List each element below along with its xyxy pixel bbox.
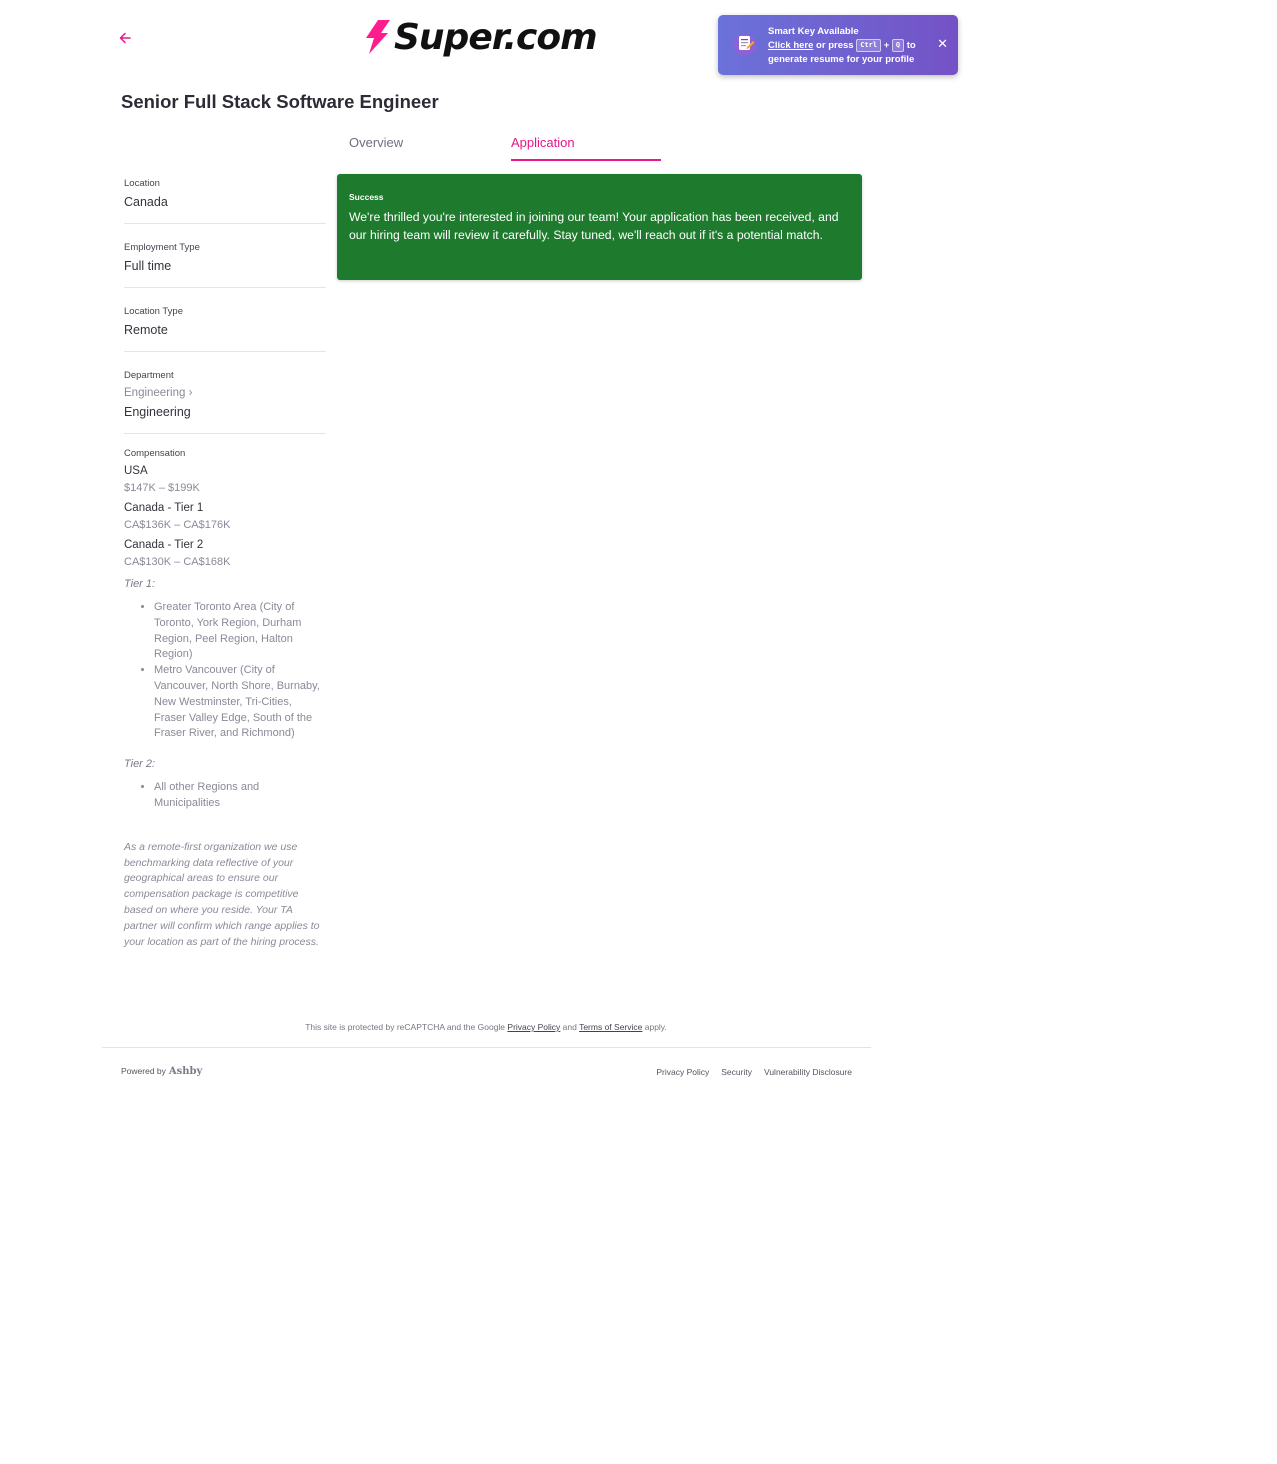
list-item: • Metro Vancouver (City of Vancouver, North Shore, Burnaby, New Westminster, Tri-Cities, Fraser Valley Edge, South of the Fraser River, and Richmond) (154, 663, 326, 742)
compensation-region: Canada - Tier 2 (124, 539, 204, 551)
google-terms-link[interactable]: Terms of Service (579, 1022, 643, 1032)
smart-key-title: Smart Key Available (768, 26, 859, 37)
recaptcha-prefix: This site is protected by reCAPTCHA and the Google (305, 1022, 508, 1032)
location-field (124, 174, 326, 224)
tier2-label: Tier 2: (124, 758, 156, 771)
footer-divider (102, 1047, 871, 1048)
compensation-range: CA$136K – CA$176K (124, 519, 231, 531)
google-privacy-policy-link[interactable]: Privacy Policy (507, 1022, 561, 1032)
compensation-range: CA$130K – CA$168K (124, 556, 231, 568)
recaptcha-suffix: apply. (642, 1022, 667, 1032)
department-value: Engineering (124, 405, 191, 419)
powered-by[interactable] (121, 1066, 202, 1077)
tier2-list (124, 780, 326, 812)
department-label: Department (124, 370, 174, 381)
tab-application[interactable]: Application (511, 135, 575, 150)
recaptcha-and: and (560, 1022, 580, 1032)
smart-key-text-mid: or press (813, 40, 857, 52)
location-label: Location (124, 178, 160, 189)
tier1-label: Tier 1: (124, 578, 156, 590)
location-type-field (124, 302, 326, 352)
ctrl-key-badge: Ctrl (856, 39, 881, 52)
footer-vulnerability-disclosure-link[interactable]: Vulnerability Disclosure (763, 1067, 852, 1077)
compensation-region: Canada - Tier 1 (124, 502, 204, 514)
resume-document-icon (734, 33, 756, 57)
lightning-bolt-icon (364, 19, 392, 55)
super-logo[interactable] (364, 14, 597, 60)
job-title: Senior Full Stack Software Engineer (121, 91, 439, 112)
list-item: • Greater Toronto Area (City of Toronto, York Region, Durham Region, Peel Region, Halton Region) (154, 600, 326, 663)
q-key-badge: Q (892, 39, 904, 52)
smart-key-text-to: to (904, 40, 916, 52)
smart-key-text-end: generate resume for your profile (768, 54, 915, 66)
location-value: Canada (124, 195, 168, 209)
compensation-entry (124, 539, 326, 568)
smart-key-click-here-link[interactable]: Click here (768, 40, 814, 52)
chevron-right-icon: › (188, 387, 193, 399)
compensation-section (124, 448, 326, 950)
success-title: Success (349, 192, 384, 202)
compensation-region: USA (124, 465, 148, 477)
tab-overview[interactable]: Overview (349, 135, 404, 150)
compensation-range: $147K – $199K (124, 482, 200, 494)
success-banner (337, 174, 862, 280)
footer-links (656, 1067, 852, 1077)
plus-sign: + (883, 40, 890, 52)
footer-security-link[interactable]: Security (721, 1067, 752, 1077)
smart-key-notification (718, 15, 958, 75)
active-tab-indicator (511, 159, 661, 161)
department-field (124, 366, 326, 434)
department-parent: Engineering (124, 387, 186, 399)
compensation-entry (124, 465, 326, 494)
employment-type-field (124, 238, 326, 288)
close-icon[interactable]: ✕ (937, 36, 948, 51)
location-type-label: Location Type (124, 306, 183, 317)
job-details-sidebar (124, 174, 326, 950)
recaptcha-notice (102, 1022, 870, 1032)
success-message: We're thrilled you're interested in joining our team! Your application has been received, and our hiring team will review it carefully. Stay tuned, we'll reach out if it's a potential match. (349, 210, 839, 242)
employment-type-value: Full time (124, 259, 172, 273)
employment-type-label: Employment Type (124, 242, 200, 253)
powered-by-text: Powered by (121, 1066, 166, 1076)
tier1-list (124, 600, 326, 742)
compensation-entry (124, 502, 326, 531)
compensation-note: As a remote-first organization we use benchmarking data reflective of your geographical areas to ensure our compensation package is competitive based on where you reside. Your TA partner will confirm which range applies to your location as part of the hiring process. (124, 840, 320, 948)
department-breadcrumb (124, 387, 326, 399)
compensation-label: Compensation (124, 448, 186, 459)
footer-privacy-policy-link[interactable]: Privacy Policy (656, 1067, 710, 1077)
logo-text: Super.com (394, 16, 597, 58)
ashby-logo: Ashby (168, 1066, 203, 1077)
location-type-value: Remote (124, 323, 168, 337)
back-arrow-icon[interactable] (118, 28, 136, 48)
list-item: • All other Regions and Municipalities (154, 780, 326, 812)
